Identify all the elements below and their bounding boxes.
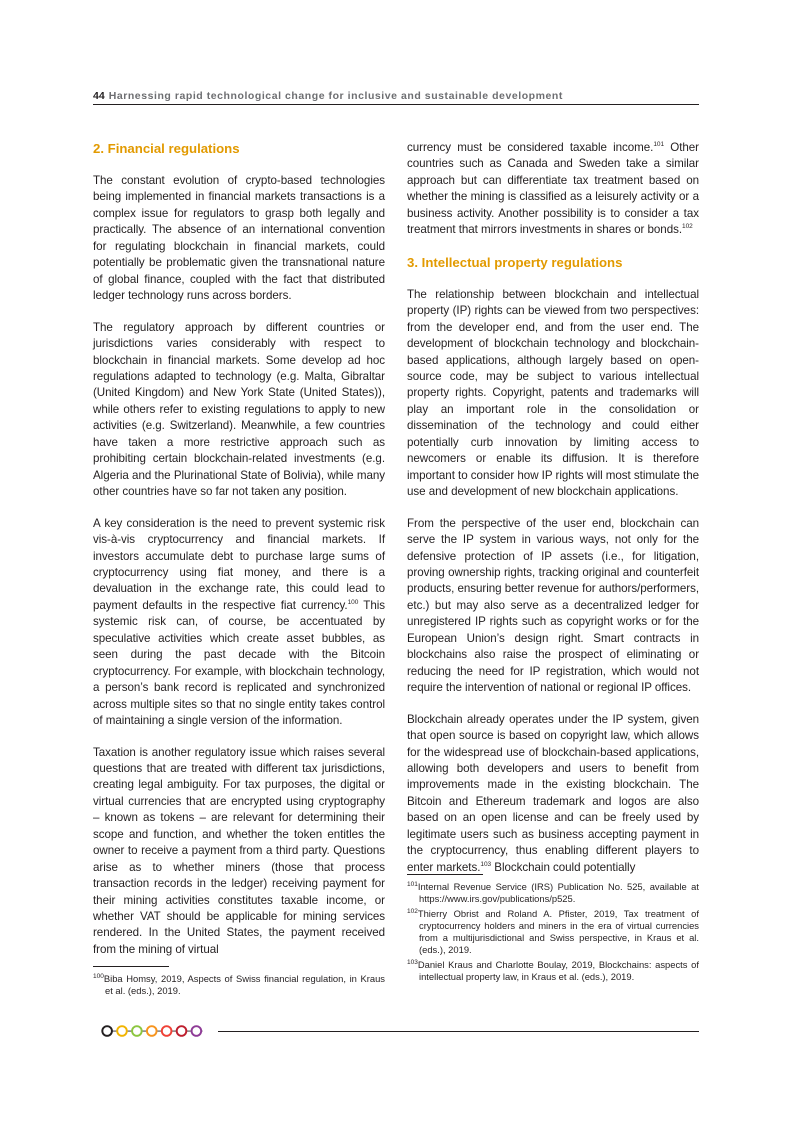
footnote-102: $^{102}$Thierry Obrist and Roland A. Pfister, 2019, Tax treatment of cryptocurrency holders and miners in the era of virtual currencies from a multijurisdictional and Swiss perspective, in Kraus et al. (eds.), 2019. xyxy=(407,907,699,955)
footnote-100: $^{100}$Biba Homsy, 2019, Aspects of Swiss financial regulation, in Kraus et al. (eds.), 2019. xyxy=(93,972,385,996)
footer-circle xyxy=(117,1026,127,1036)
running-title: Harnessing rapid technological change for inclusive and sustainable development xyxy=(108,90,563,102)
footer-circle xyxy=(147,1026,157,1036)
footer-circles-logo xyxy=(93,1024,221,1038)
paragraph: A key consideration is the need to prevent systemic risk vis-à-vis cryptocurrency and financial markets. If investors accumulate debt to purchase large sums of cryptocurrency using fiat money, and there is a devaluation in the exchange rate, this could lead to payment defaults in the respective fiat currency.$^{100}$ This systemic risk can, of course, be accentuated by speculative activities which create asset bubbles, as seen during the past decade with the Bitcoin cryptocurrency. For example, with blockchain technology, a person’s bank record is replicated and synchronized across multiple sites so that no single entity takes control of maintaining a single version of the information. xyxy=(93,516,385,728)
footnotes-left xyxy=(93,966,385,1000)
footnotes-right xyxy=(407,874,699,986)
paragraph: The regulatory approach by different countries or jurisdictions varies considerably with respect to blockchain in financial markets. Some develop ad hoc regulations adapted to technology (e.g. Malta, Gibraltar (United Kingdom) and New York State (United States)), while others refer to existing regulations to apply to new activities (e.g. Switzerland). Meanwhile, a few countries have taken a more restrictive approach such as prohibiting certain blockchain-related investments (e.g. Algeria and the Plurinational State of Bolivia), while many other countries have so far not taken any position. xyxy=(93,320,385,499)
paragraph: The relationship between blockchain and intellectual property (IP) rights can be viewed from two perspectives: from the developer end, and from the user end. The development of blockchain technology and blockchain-based applications, although largely based on open-source code, may be subject to various intellectual property rights. Copyright, patents and trademarks will play an important role in the consolidation or dissemination of the technology and could either potentially curb innovation by limiting access to newcomers or enable its diffusion. It is therefore important to consider how IP rights will most stimulate the use and development of new blockchain applications. xyxy=(407,287,699,499)
section-heading-financial-regulations: 2. Financial regulations xyxy=(93,141,240,156)
footnote-ref[interactable]: 101 xyxy=(653,141,665,149)
page-number: 44 xyxy=(93,90,105,102)
footer-circle xyxy=(177,1026,187,1036)
running-header xyxy=(93,90,713,102)
paragraph: Taxation is another regulatory issue which raises several questions that are treated with different tax jurisdictions, creating legal ambiguity. For tax purposes, the digital or virtual currencies that are encrypted using cryptography – known as tokens – are relevant for determining their scope and function, and whether the token entitles the owner to receive a payment from a third party. Questions arise as to whether miners (those that process transaction records in the ledger) receiving payment for their mining activities constitutes taxable income, or whether VAT should be applicable for mining services rendered. In the United States, the payment received from the mining of virtual xyxy=(93,745,385,956)
footnote-rule xyxy=(93,966,169,967)
header-rule xyxy=(93,104,699,105)
footer-circle xyxy=(192,1026,202,1036)
paragraph: Blockchain already operates under the IP system, given that open source is based on copyright law, which allows for the widespread use of blockchain-based applications, allowing both developers and users to benefit from improvements made in the existing blockchain. The Bitcoin and Ethereum trademark and logos are also based on an open license and can be freely used by legitimate users such as business accepting payment in the cryptocurrency, thus enabling different players to enter markets.$^{103}$ Blockchain could potentially xyxy=(407,712,699,874)
paragraph: The constant evolution of crypto-based technologies being implemented in financial markets transactions is a complex issue for regulators to grasp both legally and practically. The absence of an international convention for regulating blockchain in financial markets, could potentially be problematic given the transnational nature of global finance, coupled with the fact that distributed ledger technology runs across borders. xyxy=(93,174,385,303)
paragraph: From the perspective of the user end, blockchain can serve the IP system in various ways, not only for the defensive protection of IP assets (i.e., for litigation, proving ownership rights, tracking original and counterfeit products, ensuring better revenue for authors/performers, etc.) but may also serve as a decentralized ledger for unregistered IP rights such as copyright works or for the European Union’s design right. Smart contracts in blockchains also raise the prospect of eliminating or reducing the need for IP registration, which would not require the intervention of national or regional IP offices. xyxy=(407,516,699,695)
footnote-rule xyxy=(407,874,483,875)
footnote-ref[interactable]: 102 xyxy=(682,223,693,231)
left-column xyxy=(93,140,385,973)
footer-rule xyxy=(218,1031,699,1032)
paragraph: currency must be considered taxable income.$^{101}$ Other countries such as Canada and Sweden take a similar approach but can differentiate tax treatment based on whether the mining is classified as a leisurely activity or a business activity. Another possibility is to consider a tax treatment that mirrors investments in shares or bonds.$^{102}$ xyxy=(407,141,699,237)
footer-circle xyxy=(102,1026,112,1036)
footnote-103: $^{103}$Daniel Kraus and Charlotte Boulay, 2019, Blockchains: aspects of intellectual property law, in Kraus et al. (eds.), 2019. xyxy=(407,958,699,982)
section-heading-ip-regulations: 3. Intellectual property regulations xyxy=(407,254,623,270)
right-column xyxy=(407,140,699,891)
footer-circle xyxy=(132,1026,142,1036)
footer-circle xyxy=(162,1026,172,1036)
footnote-ref[interactable]: 100 xyxy=(347,599,359,607)
footnote-ref[interactable]: 103 xyxy=(480,860,492,868)
footnote-101: $^{101}$Internal Revenue Service (IRS) Publication No. 525, available at https://www.irs.gov/publications/p525. xyxy=(407,880,699,904)
